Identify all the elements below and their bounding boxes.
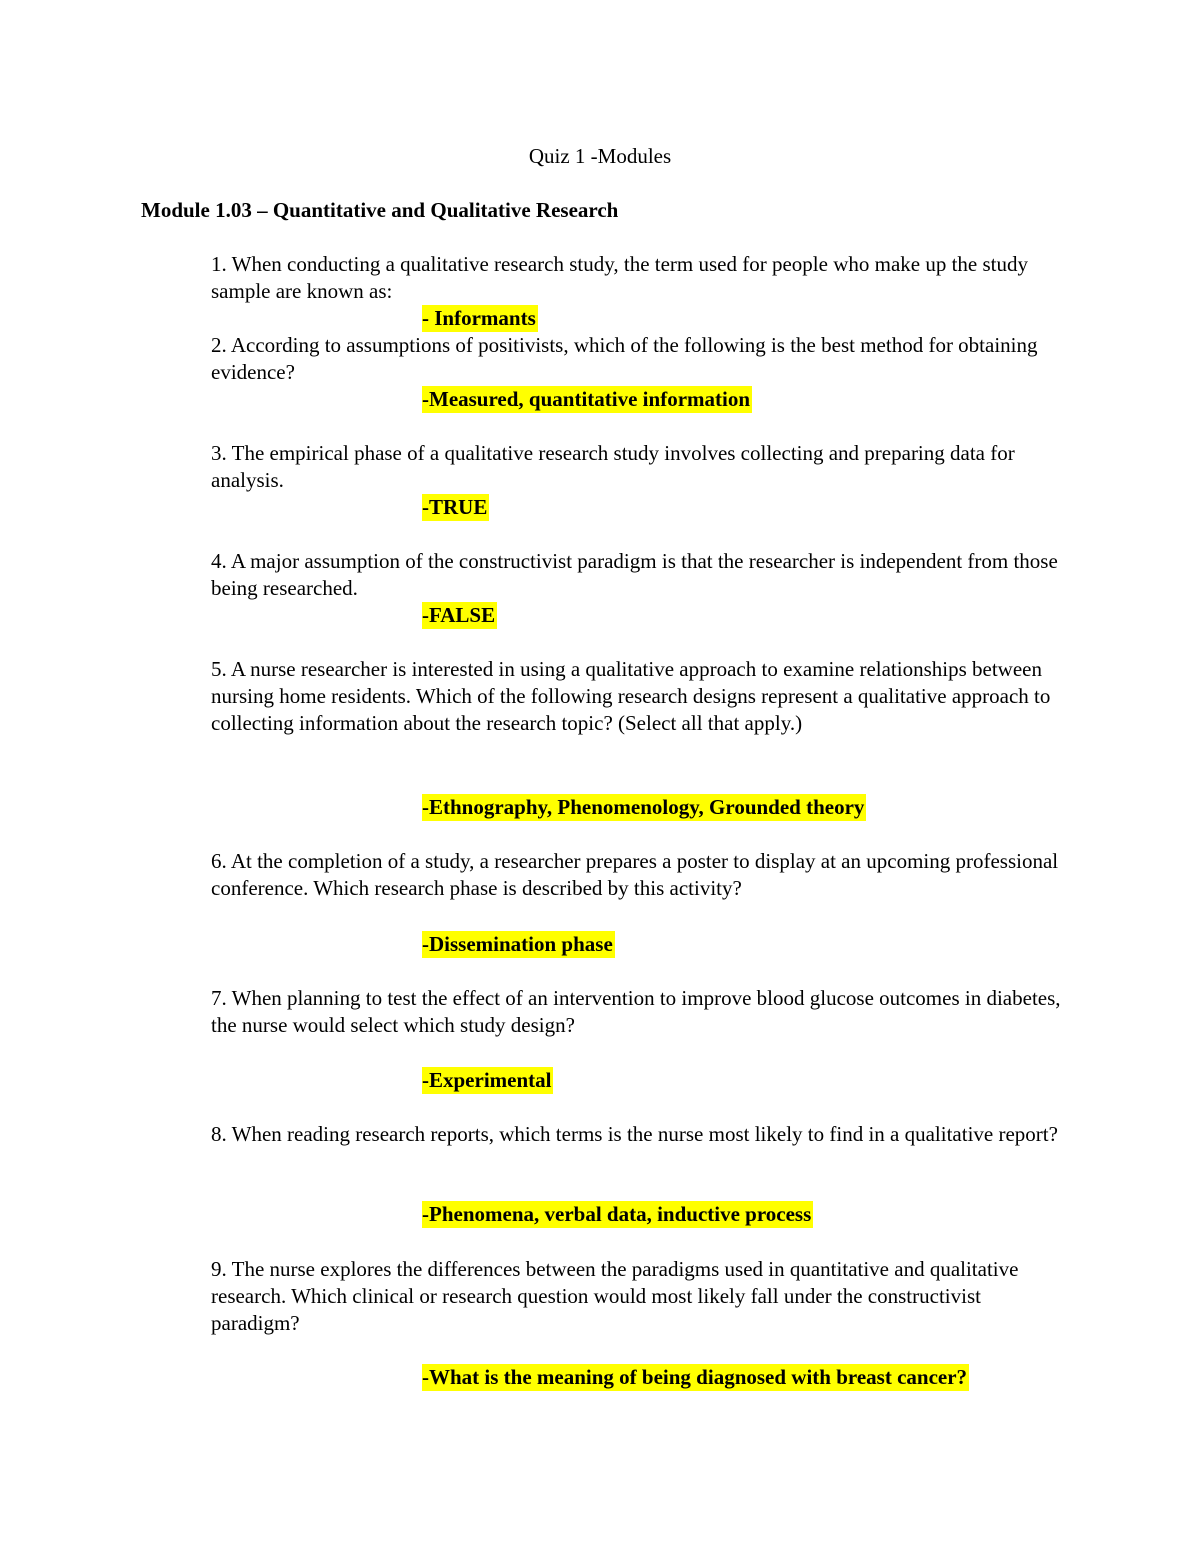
answer-highlight: -Dissemination phase: [422, 932, 613, 956]
question-text: 3. The empirical phase of a qualitative research study involves collecting and preparing data for analysis.: [211, 441, 1015, 492]
answer-highlight: -What is the meaning of being diagnosed with breast cancer?: [422, 1365, 968, 1389]
answer-highlight: -Phenomena, verbal data, inductive process: [422, 1202, 812, 1226]
question-text: 9. The nurse explores the differences between the paradigms used in quantitative and qualitative research. Which clinical or research question would most likely fall under the constructivist paradigm?: [211, 1257, 1019, 1335]
document-title: Quiz 1 -Modules: [528, 144, 672, 168]
question-text: 7. When planning to test the effect of an intervention to improve blood glucose outcomes in diabetes, the nurse would select which study design?: [211, 986, 1061, 1037]
answer-highlight: -Ethnography, Phenomenology, Grounded theory: [422, 795, 865, 819]
question-text: 4. A major assumption of the constructivist paradigm is that the researcher is independent from those being researched.: [211, 549, 1058, 600]
answer-highlight: -Measured, quantitative information: [422, 387, 751, 411]
question-text: 8. When reading research reports, which terms is the nurse most likely to find in a qualitative report?: [211, 1122, 1058, 1146]
question-text: 6. At the completion of a study, a researcher prepares a poster to display at an upcoming professional conference. Which research phase is described by this activity?: [211, 849, 1059, 900]
answer-highlight: - Informants: [422, 306, 536, 330]
question-text: 5. A nurse researcher is interested in using a qualitative approach to examine relationships between nursing home residents. Which of the following research designs represent a qualitative approach to collecting information about the research topic? (Select all that apply.): [211, 657, 1051, 735]
question-text: 1. When conducting a qualitative research study, the term used for people who make up the study sample are known as:: [211, 252, 1029, 303]
answer-highlight: -Experimental: [422, 1068, 552, 1092]
answer-highlight: -FALSE: [422, 603, 496, 627]
module-heading: Module 1.03 – Quantitative and Qualitative Research: [141, 198, 619, 222]
question-text: 2. According to assumptions of positivists, which of the following is the best method for obtaining evidence?: [211, 333, 1038, 384]
answer-highlight: -TRUE: [422, 495, 488, 519]
